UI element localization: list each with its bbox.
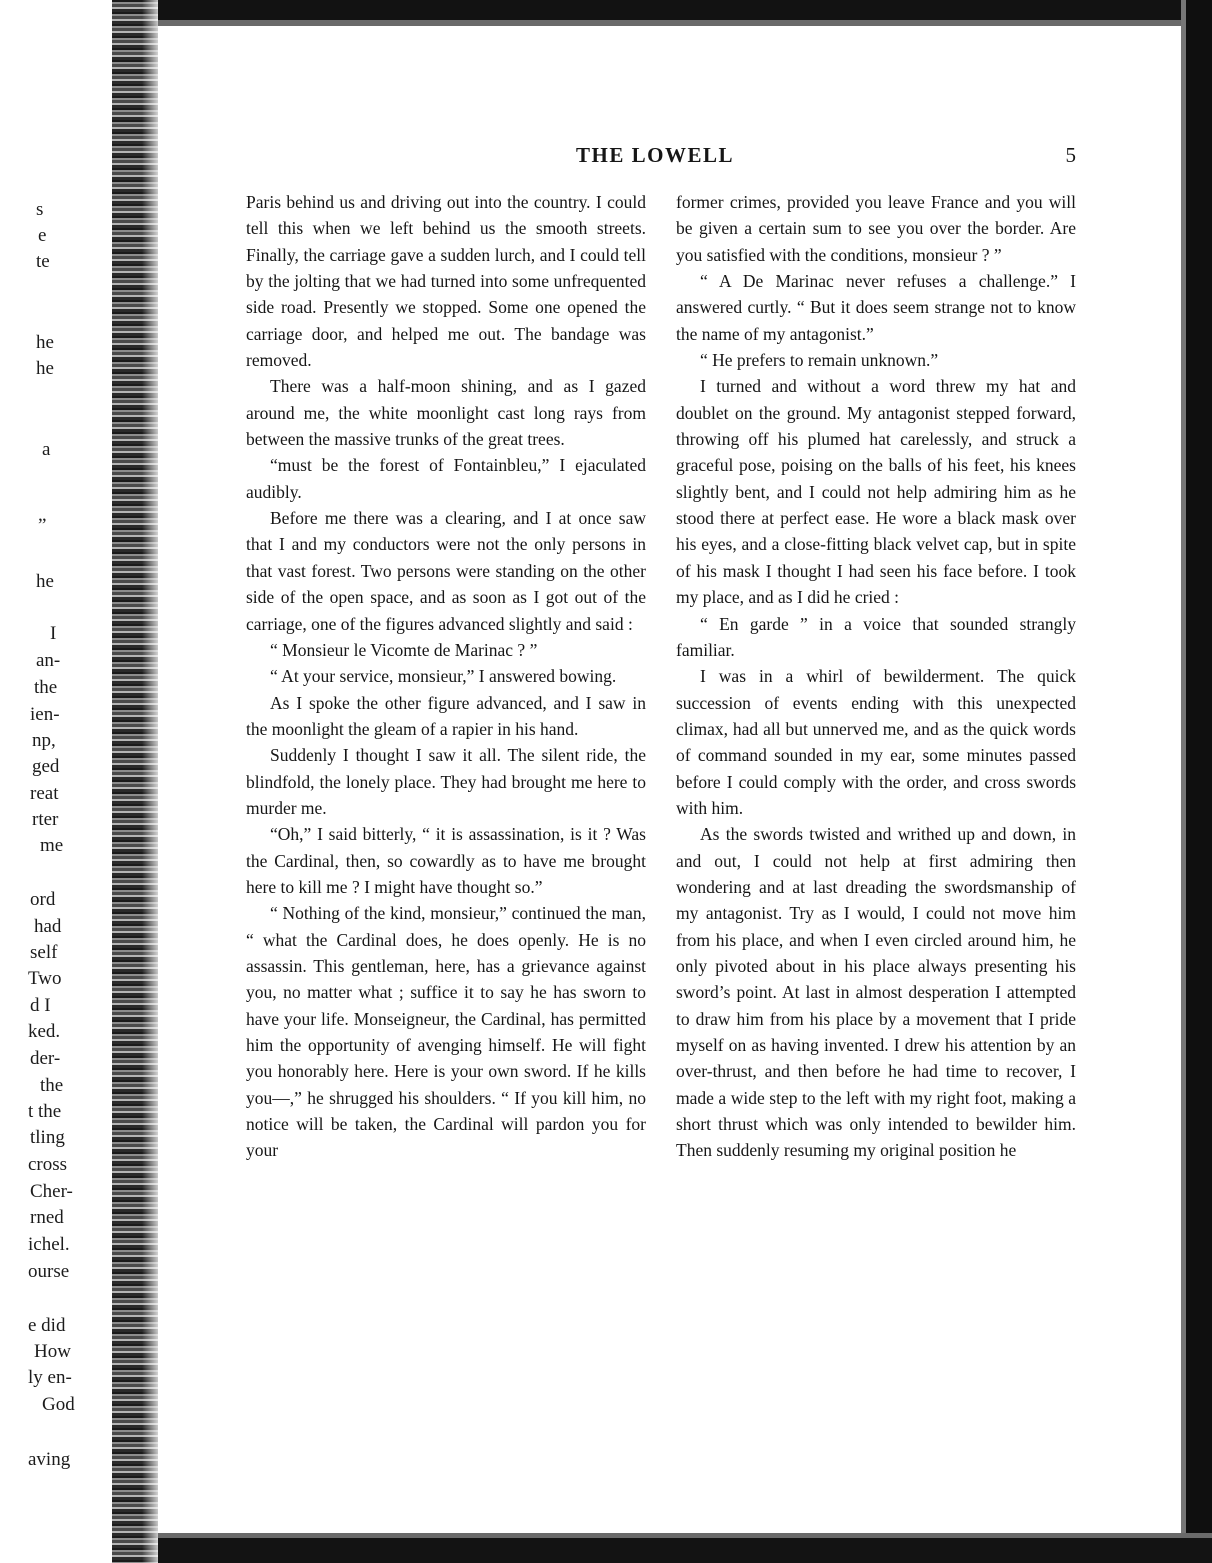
left-page-fragment: he — [36, 358, 54, 379]
left-page-fragment: the — [34, 677, 58, 698]
left-text-column — [246, 189, 646, 1164]
paragraph: There was a half-moon shining, and as I gazed around me, the white moonlight cast long rays from between the massive trunks of the great trees. — [246, 376, 646, 450]
paragraph: “ He prefers to remain unknown.” — [700, 350, 939, 371]
left-page-fragment: rned — [30, 1207, 64, 1228]
page-number: 5 — [1065, 143, 1076, 167]
paragraph: former crimes, provided you leave France and you will be given a certain sum to see you over the border. Are you satisfied with the conditions, monsieur ? ” — [676, 192, 1076, 265]
left-page-fragment: e — [38, 225, 47, 246]
left-page-fragment: ichel. — [28, 1234, 70, 1255]
left-page-fragment: tling — [30, 1127, 65, 1148]
left-page-fragment: e did — [28, 1315, 66, 1336]
left-page-fragment: np, — [32, 730, 56, 751]
left-page-fragment: had — [34, 916, 62, 937]
binding-gutter — [112, 0, 158, 1563]
paragraph: “ At your service, monsieur,” I answered bowing. — [270, 666, 617, 687]
left-page-fragment: te — [36, 251, 50, 272]
paragraph: “ Nothing of the kind, monsieur,” continued the man, “ what the Cardinal does, he does openly. He is no assassin. This gentleman, here, has a grievance against you, no matter what ; suffice it to say he has sworn to have your life. Monseigneur, the Cardinal, has permitted him the opportunity of avenging himself. He will fight you honorably here. Here is your own sword. If he kills you—,” he shrugged his shoulders. “ If you kill him, no notice will be taken, the Cardinal will pardon you for your — [246, 903, 646, 1161]
paragraph: I turned and without a word threw my hat and doublet on the ground. My antagonist stepped forward, throwing off his plumed hat carelessly, and struck a graceful pose, poising on the balls of his feet, his knees slightly bent, and I could not help admiring him as he stood there at perfect ease. He wore a black mask over his eyes, and a close-fitting black velvet cap, but in spite of his mask I thought I had seen his face before. I took my place, and as I did he cried : — [676, 376, 1076, 608]
left-page-fragment: ” — [38, 515, 47, 536]
left-page-fragment: God — [42, 1394, 75, 1415]
paragraph: “ Monsieur le Vicomte de Marinac ? ” — [270, 639, 538, 660]
left-page-fragment: s — [36, 199, 44, 220]
scan-bottom-border — [148, 1538, 1212, 1563]
left-page-fragment: ourse — [28, 1261, 70, 1282]
left-page-fragment: rter — [32, 809, 59, 830]
paragraph: Suddenly I thought I saw it all. The silent ride, the blindfold, the lonely place. They had brought me here to murder me. — [246, 745, 646, 818]
left-page-fragment: t the — [28, 1101, 62, 1122]
running-title: THE LOWELL — [576, 143, 734, 167]
adjacent-page-edge — [0, 0, 112, 1563]
left-page-fragment: ien- — [30, 704, 60, 725]
left-page-fragment: ked. — [28, 1021, 61, 1042]
right-text-column — [676, 189, 1076, 1164]
scan-top-border — [128, 0, 1212, 20]
left-page-fragment: d I — [30, 995, 51, 1016]
left-page-fragment: ly en- — [28, 1367, 72, 1388]
left-page-fragment: ord — [30, 889, 56, 910]
paragraph: Paris behind us and driving out into the country. I could tell this when we left behind us the smooth streets. Finally, the carriage gave a sudden lurch, and I could tell by the jolting that we had turned into some unfrequented side road. Presently we stopped. Some one opened the carriage door, and helped me out. The bandage was removed. — [246, 192, 646, 371]
left-page-fragment: self — [30, 942, 58, 963]
page-header — [246, 143, 1076, 169]
left-page-fragment: a — [42, 439, 51, 460]
paragraph: As I spoke the other figure advanced, and I saw in the moonlight the gleam of a rapier in his hand. — [246, 692, 646, 739]
left-page-fragment: the — [40, 1075, 64, 1096]
left-page-fragment: he — [36, 332, 54, 353]
left-page-fragment: How — [34, 1341, 71, 1362]
left-page-fragment: ged — [32, 756, 60, 777]
left-page-fragment: he — [36, 571, 54, 592]
left-page-fragment: der- — [30, 1048, 61, 1069]
left-page-fragment: reat — [30, 783, 59, 804]
left-page-fragment: me — [40, 835, 64, 856]
paragraph: “Oh,” I said bitterly, “ it is assassination, is it ? Was the Cardinal, then, so cowardly as to have me brought here to kill me ? I might have thought so.” — [246, 824, 646, 897]
left-page-fragment: an- — [36, 650, 61, 671]
left-page-fragment: I — [50, 623, 57, 644]
paragraph: As the swords twisted and writhed up and down, in and out, I could not help at first admiring then wondering and at last dreading the swordsmanship of my antagonist. Try as I would, I could not move him from his place, and when I even circled around him, he only pivoted about in his place always presenting his sword’s point. At last in almost desperation I attempted to draw him from his place by a movement that I pride myself on as having invented. I drew his attention by an over-thrust, and then before he had time to recover, I made a wide step to the left with my right foot, making a short thrust which was only intended to bewilder him. Then suddenly resuming my original position he — [676, 824, 1076, 1161]
paragraph: “must be the forest of Fontainbleu,” I ejaculated audibly. — [246, 455, 646, 502]
paragraph: “ A De Marinac never refuses a challenge.” I answered curtly. “ But it does seem strange not to know the name of my antagonist.” — [676, 271, 1076, 344]
paragraph: Before me there was a clearing, and I at once saw that I and my conductors were not the only persons in that vast forest. Two persons were standing on the other side of the open space, and as soon as I got out of the carriage, one of the figures advanced slightly and said : — [246, 508, 646, 634]
scan-right-border — [1186, 0, 1212, 1563]
paragraph: I was in a whirl of bewilderment. The quick succession of events ending with this unexpected climax, had all but unnerved me, and as the quick words of command sounded in my ear, some minutes passed before I could comply with the order, and cross swords with him. — [676, 666, 1076, 818]
left-page-fragment: cross — [28, 1154, 68, 1175]
left-page-fragment: Cher- — [30, 1181, 73, 1202]
left-page-fragment: Two — [28, 968, 62, 989]
paragraph: “ En garde ” in a voice that sounded strangly familiar. — [676, 613, 1076, 660]
left-page-fragment: aving — [28, 1449, 71, 1470]
